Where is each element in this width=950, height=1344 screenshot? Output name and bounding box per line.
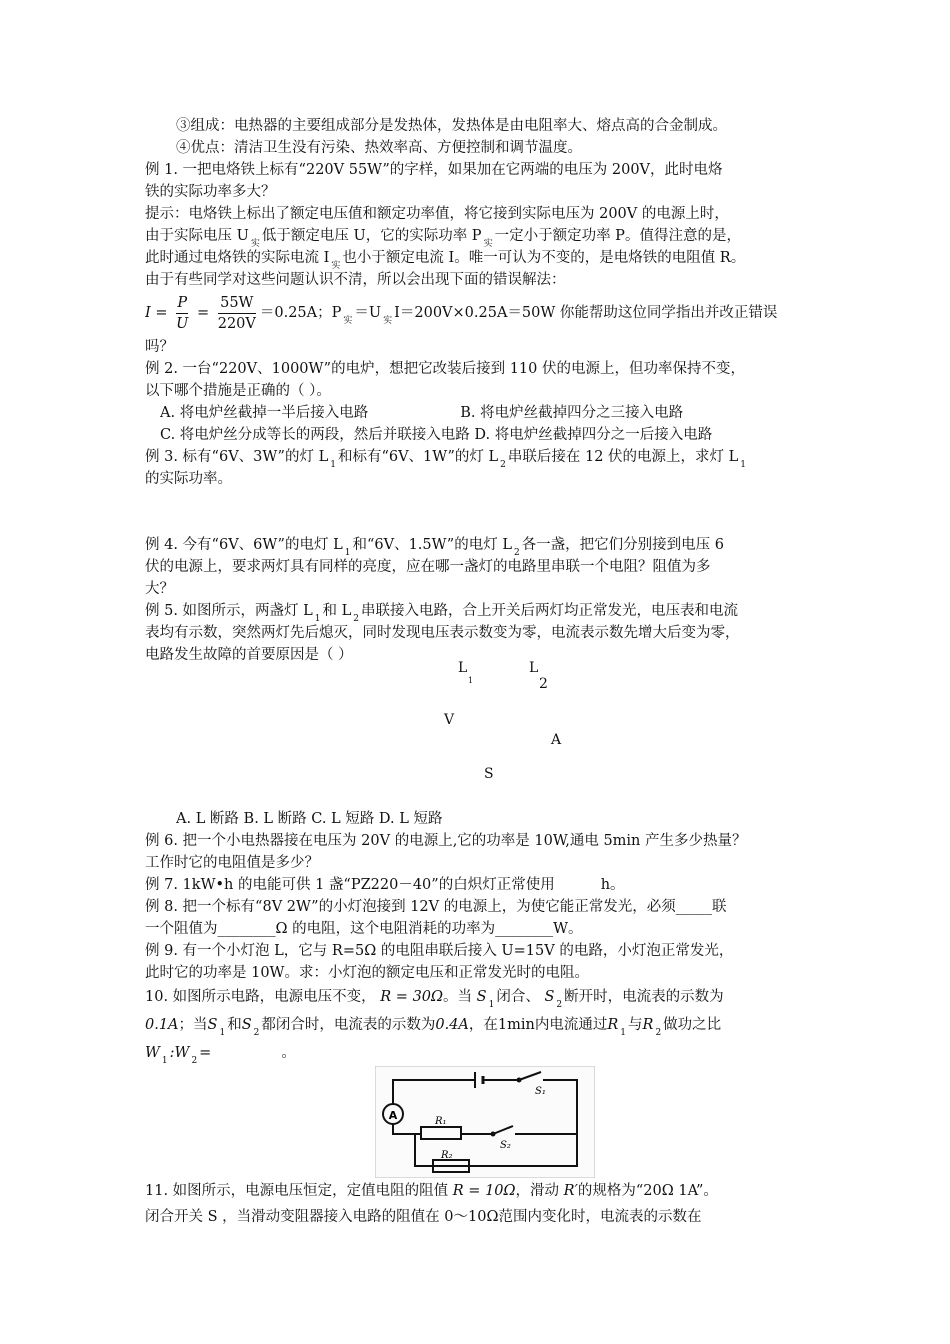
text-line: 吗？	[145, 339, 174, 355]
text-line: 由于实际电压 U $_实$ 低于额定电压 U，它的实际功率 P $_实$ 一定小于额定功率 P。值得注意的是，	[145, 228, 741, 249]
example-10: 10. 如图所示电路，电源电压不变， R = 30Ω。当 S $_1$ 闭合、 S $_2$ 断开时，电流表的示数为	[145, 989, 724, 1010]
text-line: 此时它的功率是 10W。求：小灯泡的额定电压和正常发光时的电阻。	[145, 965, 589, 981]
text-line: 由于有些同学对这些问题认识不清，所以会出现下面的错误解法：	[145, 272, 566, 288]
ammeter-label: A	[551, 732, 562, 748]
text-line: 0.1A；当S $_1$ 和S $_2$ 都闭合时，电流表的示数为0.4A，在1min内电流通过R $_1$ 与R $_2$ 做功之比	[145, 1017, 722, 1038]
switch-label: S	[484, 766, 494, 782]
resistor-r2-label: R₂	[441, 1150, 453, 1161]
text-line: 伏的电源上，要求两灯具有同样的亮度，应在哪一盏灯的电路里串联一个电阻？阻值为多	[145, 559, 711, 575]
text-line: 铁的实际功率多大？	[145, 184, 276, 200]
lamp-l2-label: L	[529, 660, 539, 676]
text-line: 大？	[145, 581, 174, 597]
example-7: 例 7. 1kW•h 的电能可供 1 盏“PZ220－40”的白炽灯正常使用 h。	[145, 877, 625, 893]
option-line: A. 将电炉丝截掉一半后接入电路 B. 将电炉丝截掉四分之三接入电路	[160, 405, 684, 421]
switch-s1-label: S₁	[535, 1086, 546, 1097]
option-line: A. L 断路 B. L 断路 C. L 短路 D. L 短路	[176, 811, 443, 827]
example-11: 11. 如图所示，电源电压恒定，定值电阻的阻值 R = 10Ω，滑动 R′的规格为“20Ω 1A”。	[145, 1183, 718, 1199]
text-line: 的实际功率。	[145, 471, 232, 487]
text-line: ④优点：清洁卫生没有污染、热效率高、方便控制和调节温度。	[176, 140, 582, 156]
text-line: W $_1$ :W $_2$ = 。	[145, 1045, 296, 1066]
fraction-55w-220v: $\frac{55W}{220V}$	[217, 294, 256, 332]
example-6: 例 6. 把一个小电热器接在电压为 20V 的电源上,它的功率是 10W,通电 5min 产生多少热量？	[145, 833, 747, 849]
text-line: ③组成：电热器的主要组成部分是发热体，发热体是由电阻率大、熔点高的合金制成。	[176, 118, 727, 134]
fraction-p-u: $\frac{P}{U}$	[176, 294, 189, 332]
lamp-l2-subscript: 2	[539, 676, 548, 692]
text-line: 电路发生故障的首要原因是（ ）	[145, 647, 353, 663]
switch-s2-label: S₂	[500, 1140, 511, 1151]
text-line: 表均有示数，突然两灯先后熄灭，同时发现电压表示数变为零，电流表示数先增大后变为零，	[145, 625, 740, 641]
voltmeter-label: V	[444, 712, 455, 728]
formula-line: I = $\frac{P}{U}$ = $\frac{55W}{220V}$ ＝0.25A；P $_实$ ＝U $_实$ I＝200V×0.25A＝50W 你能帮助这位同学指出并改正错误	[145, 294, 778, 332]
example-5: 例 5. 如图所示，两盏灯 L $_1$ 和 L $_2$ 串联接入电路，合上开关后两灯均正常发光，电压表和电流	[145, 603, 739, 624]
circuit-figure-10	[375, 1066, 595, 1178]
text-line: 此时通过电烙铁的实际电流 I $_实$ 也小于额定电流 I。唯一可认为不变的，是电烙铁的电阻值 R。	[145, 250, 746, 271]
example-8: 例 8. 把一个标有“8V 2W”的小灯泡接到 12V 的电源上，为使它能正常发光，必须_____联	[145, 899, 727, 915]
example-3: 例 3. 标有“6V、3W”的灯 L $_1$ 和标有“6V、1W”的灯 L $_2$ 串联后接在 12 伏的电源上，求灯 L $_1$	[145, 449, 746, 470]
example-2: 例 2. 一台“220V、1000W”的电炉，想把它改装后接到 110 伏的电源上，但功率保持不变，	[145, 361, 745, 377]
lamp-l1-label: L	[458, 660, 468, 676]
text-line: 工作时它的电阻值是多少？	[145, 855, 319, 871]
text-line: 以下哪个措施是正确的（ ）。	[145, 383, 331, 399]
option-line: C. 将电炉丝分成等长的两段，然后并联接入电路 D. 将电炉丝截掉四分之一后接入电路	[160, 427, 713, 443]
text-line: 一个阻值为________Ω 的电阻，这个电阻消耗的功率为________W。	[145, 921, 583, 937]
hint-line: 提示：电烙铁上标出了额定电压值和额定功率值，将它接到实际电压为 200V 的电源上时，	[145, 206, 729, 222]
example-9: 例 9. 有一个小灯泡 L，它与 R=5Ω 的电阻串联后接入 U=15V 的电路，小灯泡正常发光，	[145, 943, 734, 959]
resistor-r1-label: R₁	[435, 1116, 447, 1127]
example-4: 例 4. 今有“6V、6W”的电灯 L $_1$ 和“6V、1.5W”的电灯 L $_2$ 各一盏，把它们分别接到电压 6	[145, 537, 725, 558]
ammeter-symbol: A	[388, 1109, 398, 1122]
lamp-l1-subscript: 1	[468, 676, 474, 685]
example-1: 例 1. 一把电烙铁上标有“220V 55W”的字样，如果加在它两端的电压为 200V，此时电烙	[145, 162, 723, 178]
text-line: 闭合开关 S ，当滑动变阻器接入电路的阻值在 0～10Ω范围内变化时，电流表的示数在	[145, 1209, 702, 1225]
